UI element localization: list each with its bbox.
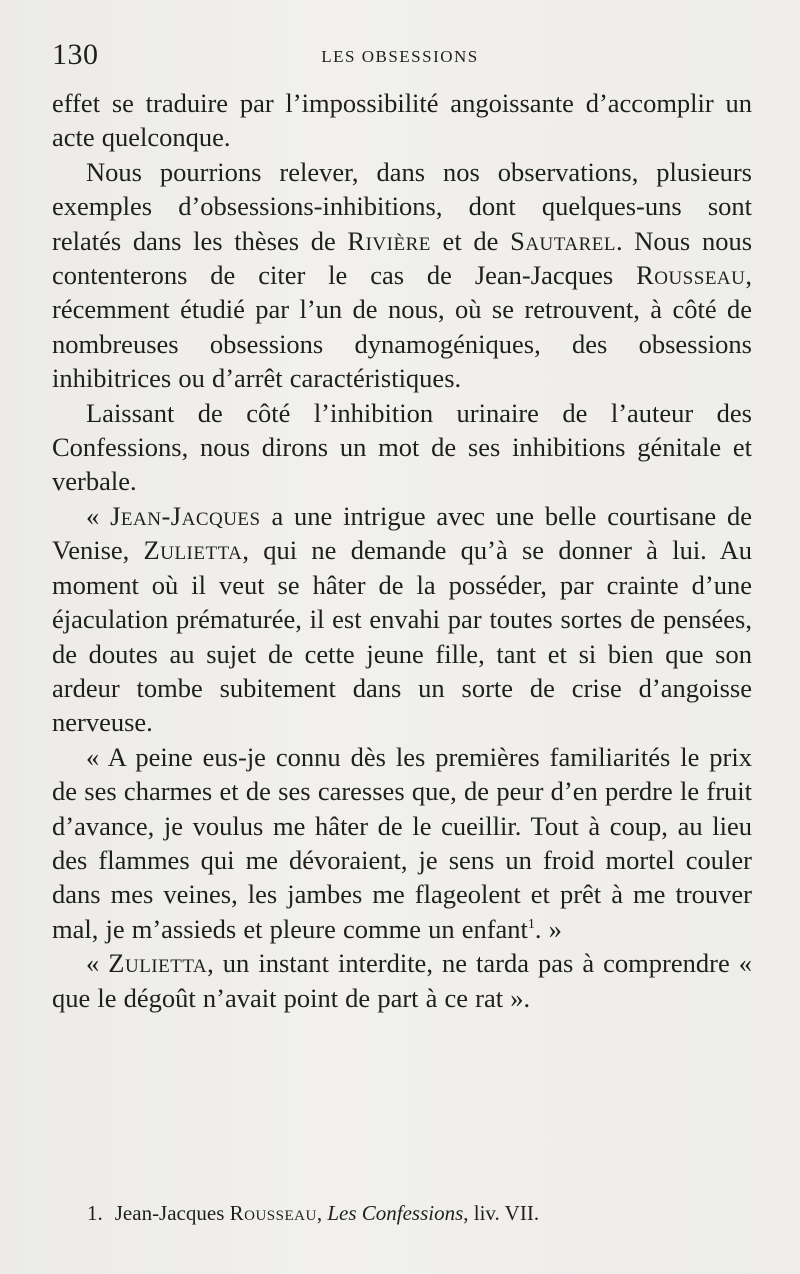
paragraph-1: effet se traduire par l’impossibilité angoissante d’accomplir un acte quelconque. <box>52 88 752 153</box>
p6-text-a: , un instant interdite, ne tarda pas à comprendre « que le dégoût n’avait point de part à ce rat ». <box>52 948 752 1013</box>
footnote-reference: 1 <box>527 916 535 932</box>
p4-text-a: a une intrigue avec une belle courtisane de Venise, <box>52 500 753 566</box>
p5-text-a: « A peine eus-je connu dès les premières familiarités le prix de ses charmes et de ses caresses que, de peur d’en perdre le fruit d’avance, je voulus me hâter de le cueillir. Tout à coup, au lieu des flammes qui me dévoraient, je sens un froid mortel couler dans mes veines, les jambes me flageolent et prêt à me trouver mal, je m’assieds et pleure comme un enfant <box>52 741 752 944</box>
name-jean-jacques: Jean-Jacques <box>110 500 261 531</box>
page-header <box>52 38 748 78</box>
page-number: 130 <box>52 38 99 71</box>
p5-text-b: . » <box>534 913 562 944</box>
footnote-book-title: Les Confessions <box>327 1201 464 1225</box>
footnote-ref: , liv. VII. <box>463 1201 540 1225</box>
p2-text-b: et de <box>430 225 511 256</box>
paragraph-6 <box>52 946 752 1015</box>
name-zulietta-2: Zulietta <box>108 948 208 979</box>
name-zulietta: Zulietta <box>143 535 243 566</box>
paragraph-2 <box>52 155 752 396</box>
paragraph-3: Laissant de côté l’inhibition urinaire de l’auteur des Confessions, nous dirons un mot de ses inhibitions génitale et verbale. <box>52 397 752 497</box>
footnote-number: 1. <box>87 1201 103 1225</box>
author-name-rousseau: Rousseau <box>636 260 746 291</box>
author-name-sautarel: Sautarel <box>510 225 616 256</box>
p4-open-quote: « <box>86 500 111 531</box>
author-name-riviere: Rivière <box>347 225 431 256</box>
p6-open-quote: « <box>86 948 109 979</box>
footnote-sep: , <box>316 1201 328 1225</box>
footnote-author-first: Jean-Jacques <box>114 1201 230 1225</box>
p2-text-d: , récemment étudié par l’un de nous, où se retrouvent, à côté de nombreuses obsessions dynamogéniques, des obsessions inhibitrices ou d’arrêt caractéristiques. <box>52 260 752 394</box>
body-text <box>52 86 752 1015</box>
p4-text-b: , qui ne demande qu’à se donner à lui. Au moment où il veut se hâter de la posséder, par crainte d’une éjaculation prématurée, il est envahi par toutes sortes de pensées, de doutes au sujet de cette jeune fille, tant et si bien que son ardeur tombe subitement dans un sorte de crise d’angoisse nerveuse. <box>52 535 752 738</box>
p2-text-a: Nous pourrions relever, dans nos observations, plusieurs exemples d’obsessions-inhibitions, dont quelques-uns sont relatés dans les thèses de <box>52 156 752 256</box>
paragraph-4 <box>52 499 752 740</box>
paragraph-5-quotation <box>52 740 752 946</box>
running-title: LES OBSESSIONS <box>321 47 479 66</box>
footnote-author-last: Rousseau <box>229 1201 317 1225</box>
p2-text-c: . Nous nous contenterons de citer le cas de Jean-Jacques <box>52 225 753 291</box>
footnote <box>87 1199 767 1227</box>
